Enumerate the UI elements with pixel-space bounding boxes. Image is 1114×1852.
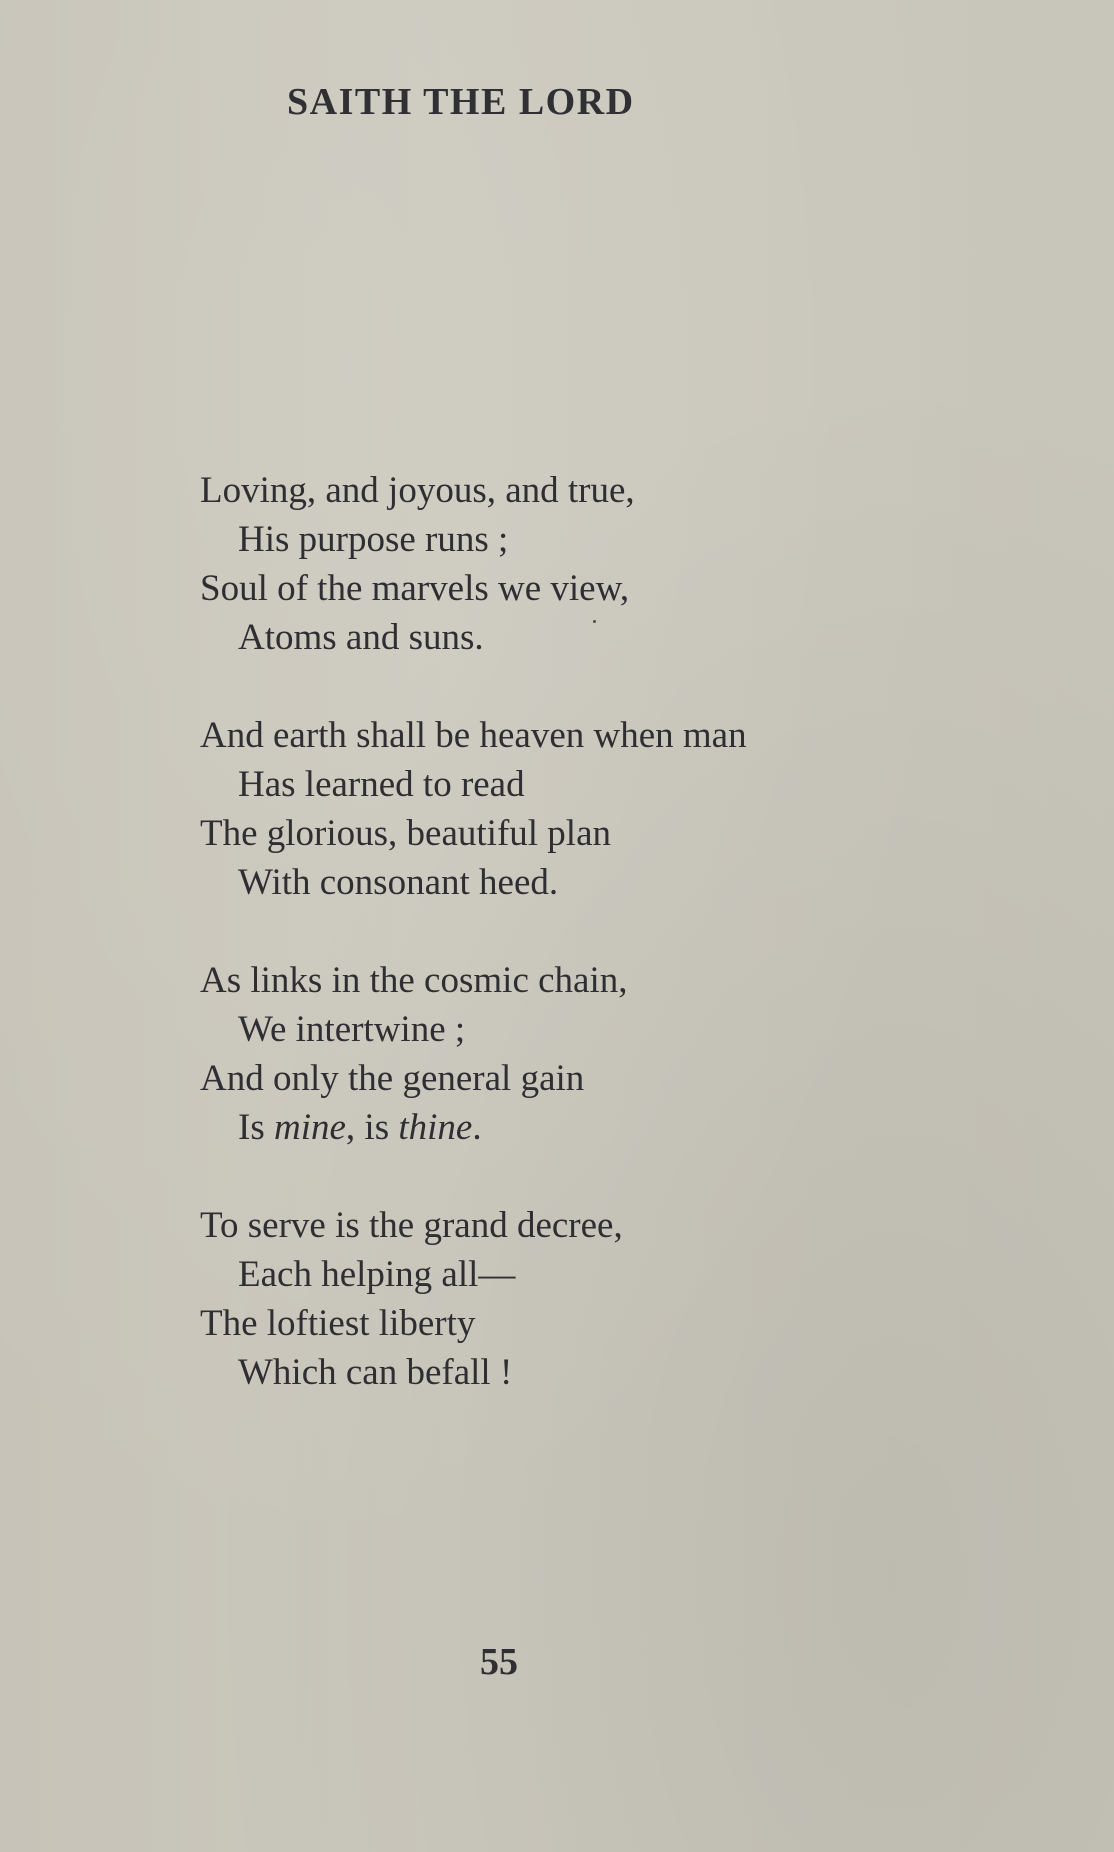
poem-line: Loving, and joyous, and true, — [200, 470, 635, 511]
poem-line: And earth shall be heaven when man — [200, 715, 747, 756]
word-is: Is — [238, 1107, 265, 1148]
stanza-1 — [200, 466, 960, 662]
period: . — [472, 1107, 482, 1148]
poem-line: The glorious, beautiful plan — [200, 813, 612, 854]
page-number: 55 — [480, 1641, 518, 1683]
poem-line: And only the general gain — [200, 1058, 585, 1099]
running-title: SAITH THE LORD — [287, 81, 635, 123]
paper-speck — [593, 620, 596, 623]
poem-line: Atoms and suns. — [238, 617, 484, 658]
poem-line: Has learned to read — [238, 764, 525, 805]
poem-line: With consonant heed. — [238, 862, 559, 903]
poem-line: We intertwine ; — [238, 1009, 466, 1050]
poem-line-mixed — [200, 1103, 960, 1152]
poem-line: Which can befall ! — [238, 1352, 513, 1393]
poem-line: The loftiest liberty — [200, 1303, 476, 1344]
poem-line: Soul of the marvels we view, — [200, 568, 630, 609]
poem-line: To serve is the grand decree, — [200, 1205, 623, 1246]
word-thine-italic: thine — [398, 1107, 473, 1148]
poem-line: As links in the cosmic chain, — [200, 960, 628, 1001]
poem-line: His purpose runs ; — [238, 519, 509, 560]
poem — [200, 466, 960, 1446]
comma-is: , is — [345, 1107, 390, 1148]
poem-line: Each helping all— — [238, 1254, 516, 1295]
stanza-4 — [200, 1201, 960, 1397]
stanza-3 — [200, 956, 960, 1152]
stanza-2 — [200, 711, 960, 907]
word-mine-italic: mine — [273, 1107, 346, 1148]
